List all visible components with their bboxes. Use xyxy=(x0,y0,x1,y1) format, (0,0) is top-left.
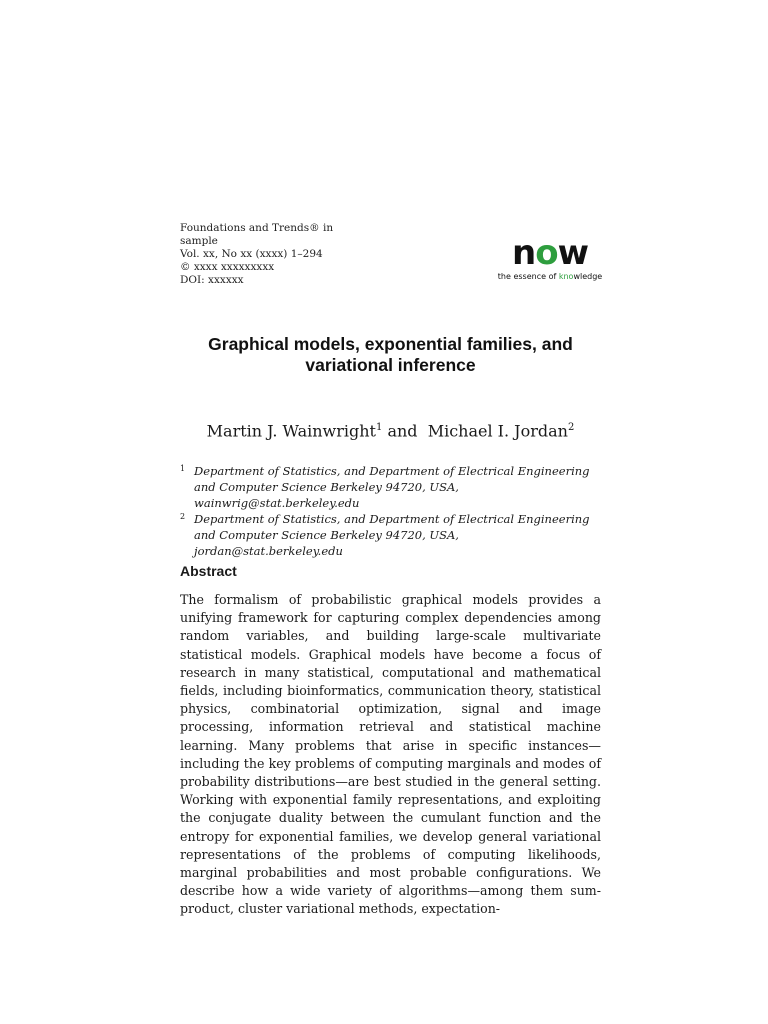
journal-doi: DOI: xxxxxx xyxy=(180,274,244,286)
journal-copyright: © xxxx xxxxxxxxx xyxy=(180,261,275,273)
paper-title: Graphical models, exponential families, and variational inference xyxy=(208,334,573,375)
journal-volume: Vol. xx, No xx (xxxx) 1–294 xyxy=(180,248,323,260)
abstract-body: The formalism of probabilistic graphical models provides a unifying framework for capturing complex dependencies among random variables, and building large-scale multivariate statistical models. Graphical models have become a focus of research in many statistical, computational and mathematical fields, including bioinformatics, communication theory, statistical physics, combinatorial optimization, signal and image processing, information retrieval and statistical machine learning. Many problems that arise in specific instances—including the key problems of computing marginals and modes of probability distributions—are best studied in the general setting. Working with exponential family representations, and exploiting the conjugate duality between the cumulant function and the entropy for exponential families, we develop general variational representations of the problems of computing likelihoods, marginal probabilities and most probable configurations. We describe how a wide variety of algorithms—among them sum-product, cluster variational methods, expectation- xyxy=(180,592,601,917)
logo-wordmark xyxy=(497,233,603,273)
logo-word-pre: n xyxy=(512,233,536,273)
logo-word-accent: o xyxy=(535,233,558,273)
abstract-heading: Abstract xyxy=(180,563,237,579)
publisher-logo xyxy=(497,233,603,281)
author-1: Martin J. Wainwright xyxy=(206,421,376,441)
journal-series: Foundations and Trends® in xyxy=(180,222,334,234)
logo-tagline xyxy=(497,272,603,281)
logo-tag-pre: the essence of xyxy=(497,272,559,281)
author-2: Michael I. Jordan xyxy=(427,421,568,441)
affiliation-1 xyxy=(180,463,610,511)
affiliation-mark: 1 xyxy=(180,464,186,473)
affiliation-2 xyxy=(180,511,610,559)
journal-sample: sample xyxy=(180,235,218,247)
affiliation-mark: 2 xyxy=(180,512,186,521)
affiliations xyxy=(180,463,610,559)
journal-info xyxy=(180,222,333,287)
logo-tag-post: wledge xyxy=(573,272,603,281)
author-2-mark: 2 xyxy=(567,422,575,433)
logo-tag-accent: kno xyxy=(558,272,574,281)
logo-word-post: w xyxy=(557,233,588,273)
author-1-mark: 1 xyxy=(375,422,383,433)
affiliation-text: Department of Statistics, and Department of Electrical Engineering and Computer Science Berkeley 94720, USA, wainwrig@stat.berkeley.edu xyxy=(194,464,590,510)
author-line xyxy=(180,418,601,441)
affiliation-text: Department of Statistics, and Department of Electrical Engineering and Computer Science Berkeley 94720, USA, jordan@stat.berkeley.edu xyxy=(194,512,590,558)
author-and: and xyxy=(387,421,418,441)
